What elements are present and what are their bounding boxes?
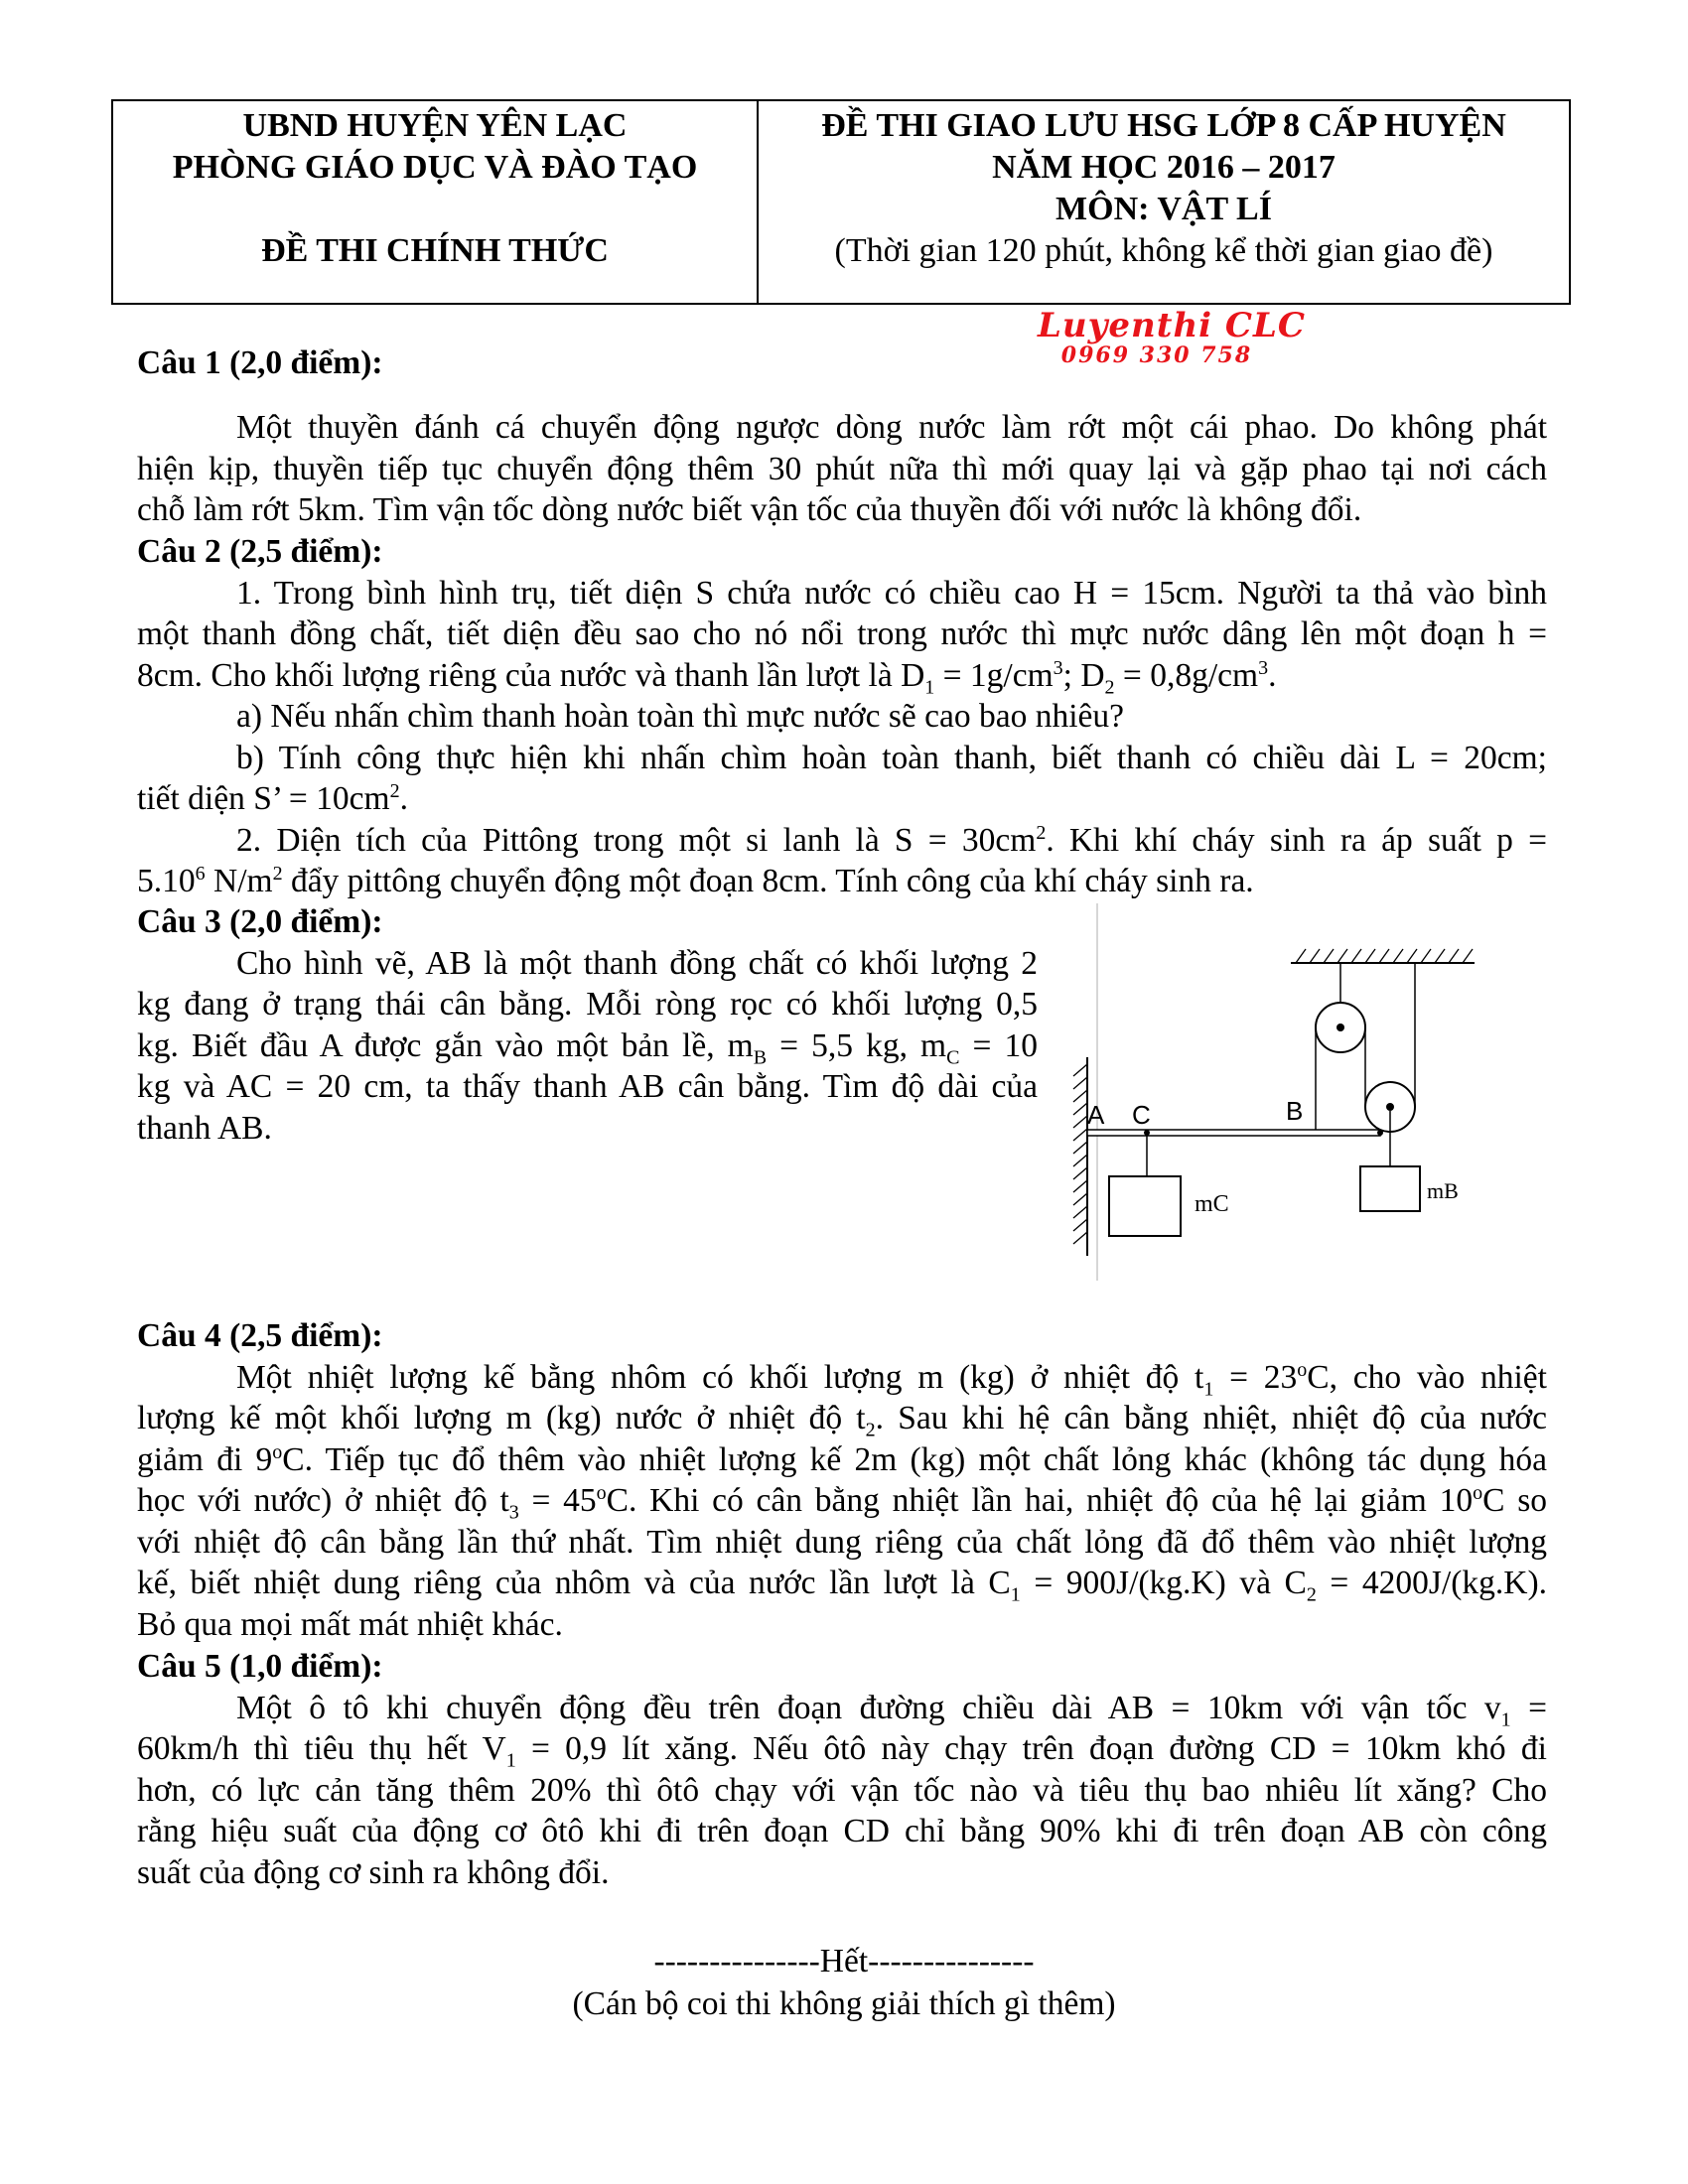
mass-c [1109,1176,1181,1236]
bar-ab [1087,1130,1380,1136]
movable-pulley-axle [1386,1103,1394,1111]
label-a: A [1087,1100,1105,1130]
header-left-cell [113,101,759,303]
label-c: C [1132,1100,1151,1130]
subject: MÔN: VẬT LÍ [1055,191,1272,227]
q5-block: Câu 5 (1,0 điểm): Một ô tô khi chuyển động đều trên đoạn đường chiều dài AB = 10km với vận tốc $v_1$ = 60km/h thì tiêu thụ hết $V_1 = 0,9$ lít xăng. Nếu ôtô này chạy trên đoạn đường CD = 10km khó đi hơn, có lực cản tăng thêm 20% thì ôtô chạy với vận tốc nào và tiêu thụ bao nhiêu lít xăng? Cho rằng hiệu suất của động cơ ôtô khi đi trên đoạn CD chỉ bằng 90% khi đi trên đoạn AB còn công suất của động cơ sinh ra không đổi. [137,1648,1547,1891]
q1-body: Một thuyền đánh cá chuyển động ngược dòng nước làm rớt một cái phao. Do không phát hiện kịp, thuyền tiếp tục chuyển động thêm 30 phút nữa thì mới quay lại và gặp phao tại nơi cách chỗ làm rớt 5km. Tìm vận tốc dòng nước biết vận tốc của thuyền đối với nước là không đổi. [137,409,1547,528]
q2-heading: Câu 2 (2,5 điểm): [137,533,383,570]
watermark-brand: Luyenthi CLC [1038,306,1306,345]
label-mc: mC [1195,1191,1229,1217]
watermark-phone: 0969 330 758 [1060,342,1253,368]
q4-block: Câu 4 (2,5 điểm): Một nhiệt lượng kế bằng nhôm có khối lượng m (kg) ở nhiệt độ $t_1 = 23^oC$, cho vào nhiệt lượng kế một khối lượng m (kg) nước ở nhiệt độ $t_2$. Sau khi hệ cân bằng nhiệt, nhiệt độ của nước giảm đi 9$^o$C. Tiếp tục đổ thêm vào nhiệt lượng kế 2m (kg) một chất lỏng khác (không tác dụng hóa học với nước) ở nhiệt độ $t_3 = 45^oC$. Khi có cân bằng nhiệt lần hai, nhiệt độ của hệ lại giảm 10$^o$C so với nhiệt độ cân bằng lần thứ nhất. Tìm nhiệt dung riêng của chất lỏng đã đổ thêm vào nhiệt lượng kế, biết nhiệt dung riêng của nhôm và của nước lần lượt là $C_1 = 900J/(kg.K)$ và $C_2 = 4200J/(kg.K)$. Bỏ qua mọi mất mát nhiệt khác. [137,1317,1548,1643]
wall-hatching [1073,1064,1087,1244]
label-b: B [1286,1096,1304,1126]
q1-heading: Câu 1 (2,0 điểm): [137,344,383,381]
ceiling-hatching [1296,949,1473,963]
exam-duration: (Thời gian 120 phút, không kể thời gian giao đề) [834,232,1493,269]
exam-header-table [111,99,1571,305]
end-marker: ---------------Hết--------------- [653,1943,1035,1979]
q5-heading: Câu 5 (1,0 điểm): [137,1648,383,1685]
fixed-pulley-axle [1336,1024,1344,1031]
official-label: ĐỀ THI CHÍNH THỨC [261,232,609,269]
proctor-note: (Cán bộ coi thi không giải thích gì thêm) [572,1985,1116,2022]
school-year: NĂM HỌC 2016 – 2017 [992,149,1336,186]
office-name: PHÒNG GIÁO DỤC VÀ ĐÀO TẠO [172,149,698,186]
lever-pulley-figure [1057,903,1475,1281]
exam-title: ĐỀ THI GIAO LƯU HSG LỚP 8 CẤP HUYỆN [821,107,1506,144]
watermark-logo [1038,308,1306,367]
q2-block: Câu 2 (2,5 điểm): 1. Trong bình hình trụ, tiết diện S chứa nước có chiều cao H = 15cm. Người ta thả vào bình một thanh đồng chất, tiết diện đều sao cho nó nổi trong nước thì mực nước dâng lên một đoạn h = 8cm. Cho khối lượng riêng của nước và thanh lần lượt là $D_1 = 1g/cm^3$; $D_2 = 0,8g/cm^3$. a) Nếu nhấn chìm thanh hoàn toàn thì mực nước sẽ cao bao nhiêu? b) Tính công thực hiện khi nhấn chìm hoàn toàn thanh, biết thanh có chiều dài L = 20cm; tiết diện S’ = $10cm^2$. 2. Diện tích của Pittông trong một si lanh là $S = 30cm^2$. Khi khí cháy sinh ra áp suất p = $5.10^6$ $N/m^2$ đẩy pittông chuyển động một đoạn 8cm. Tính công của khí cháy sinh ra. [137,533,1547,899]
point-c [1144,1130,1150,1136]
q3-heading: Câu 3 (2,0 điểm): [137,903,383,940]
q4-heading: Câu 4 (2,5 điểm): [137,1317,383,1354]
mass-b [1360,1166,1420,1211]
header-right-cell [759,101,1569,303]
department-name: UBND HUYỆN YÊN LẠC [242,107,628,144]
label-mb: mB [1427,1178,1459,1203]
q3-block: Câu 3 (2,0 điểm): Cho hình vẽ, AB là một thanh đồng chất có khối lượng 2 kg đang ở trạng thái cân bằng. Mỗi ròng rọc có khối lượng 0,5 kg. Biết đầu A được gắn vào một bản lề, $m_B = 5,5$ kg, $m_C = 10$ kg và AC = 20 cm, ta thấy thanh AB cân bằng. Tìm độ dài của thanh AB. [137,903,1038,1147]
